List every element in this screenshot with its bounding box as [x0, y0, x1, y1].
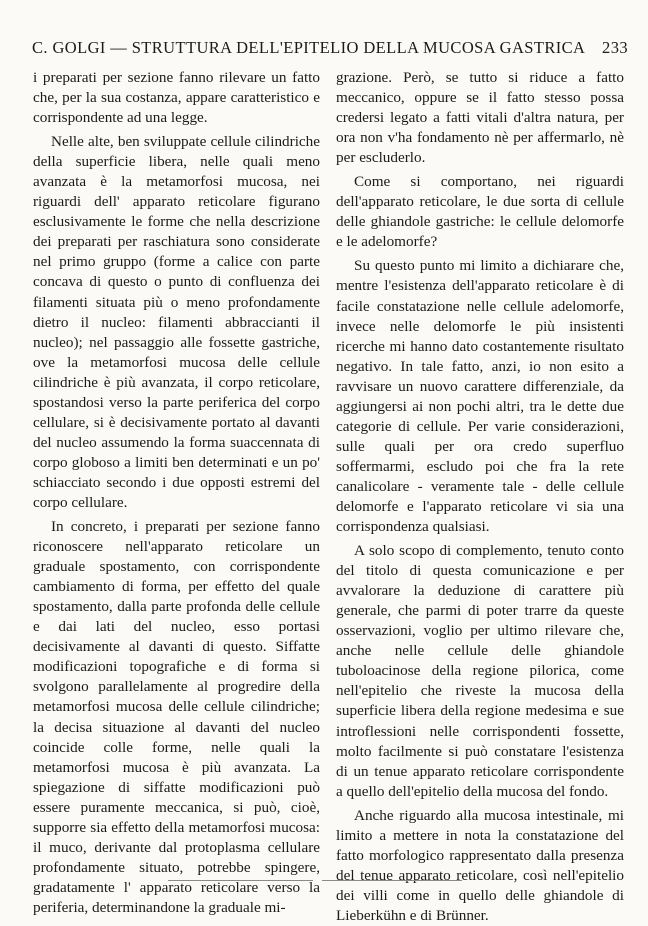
paragraph: i preparati per sezione fanno rilevare un fatto che, per la sua costanza, appare caratteristico e corrispondente ad una legge. [33, 69, 320, 127]
page-number: 233 [602, 38, 628, 57]
left-column [33, 68, 320, 918]
paragraph: Come si comportano, nei riguardi dell'apparato reticolare, le due sorta di cellule delle ghiandole gastriche: le cellule delomorfe e le adelomorfe? [336, 173, 624, 251]
footer-rule [322, 880, 462, 881]
running-title: C. GOLGI — STRUTTURA DELL'EPITELIO DELLA MUCOSA GASTRICA [32, 38, 586, 57]
paragraph: grazione. Però, se tutto si riduce a fatto meccanico, oppure se il fatto stesso possa credersi legato a fatti vitali d'altra natura, per ora non v'ha fondamento nè per affermarlo, nè per escluderlo. [336, 69, 624, 167]
running-header [28, 38, 628, 60]
footer-rule [168, 880, 313, 881]
paragraph: In concreto, i preparati per sezione fanno riconoscere nell'apparato reticolare un graduale spostamento, con corrispondente cambiamento di forma, per effetto del quale spostamento, dalla parte profonda delle cellule e dai lati del nucleo, esso portasi decisivamente al davanti di questo. Siffatte modificazioni topografiche e di forma si svolgono parallelamente al progredire della metamorfosi mucosa delle cellule cilindriche; la decisa situazione al davanti del nucleo coincide colle forme, nelle quali la metamorfosi mucosa è più avanzata. La spiegazione di siffatte modificazioni può essere puramente meccanica, si può, cioè, supporre sia effetto della metamorfosi mucosa: il muco, derivante dal protoplasma cellulare profondamente situato, potrebbe spingere, gradatamente l' apparato reticolare verso la periferia, determinandone la graduale mi- [33, 518, 320, 916]
paragraph: A solo scopo di complemento, tenuto conto del titolo di questa comunicazione e per avvalorare la deduzione di carattere più generale, che parmi di poter trarre da queste osservazioni, voglio per ultimo rilevare che, anche nelle cellule delle ghiandole tuboloacinose della regione pilorica, come nell'epitelio che riveste la mucosa della superficie libera della regione medesima e sue introflessioni nelle corrispondenti fossette, molto facilmente si può constatare l'esistenza di un tenue apparato reticolare corrispondente a quello dell'epitelio della mucosa del fondo. [336, 542, 624, 800]
right-column [336, 68, 624, 926]
paragraph: Su questo punto mi limito a dichiarare che, mentre l'esistenza dell'apparato reticolare è di facile constatazione nelle cellule adelomorfe, invece nelle delomorfe le più insistenti ricerche mi hanno dato costantemente risultato negativo. In tale fatto, anzi, io non esito a ravvisare un nuovo carattere differenziale, da aggiungersi ai non pochi altri, tra le dette due categorie di cellule. Per varie considerazioni, sulle quali per ora credo superfluo soffermarmi, escludo poi che fra la rete canalicolare - veramente tale - delle cellule delomorfe e l'apparato reticolare vi sia una corrispondenza qualsiasi. [336, 257, 624, 536]
paragraph: Nelle alte, ben sviluppate cellule cilindriche della superficie libera, nelle quali meno avanzata è la metamorfosi mucosa, nei riguardi dell' apparato reticolare figurano esclusivamente le forme che nella descrizione dei preparati per raschiatura sono considerate nel primo gruppo (forme a calice con parte concava di questo o punto di confluenza dei filamenti situata più o meno profondamente dietro il nucleo: filamenti abbraccianti il nucleo); nel passaggio alle fossette gastriche, ove la metamorfosi mucosa delle cellule cilindriche è più avanzata, il corpo reticolare, spostandosi verso la parte periferica del corpo cellulare, si è decisivamente portato al davanti del nucleo assumendo la forma suaccennata di corpo globoso a limiti ben determinati e un po' schiacciato secondo i due opposti estremi del corpo cellulare. [33, 133, 320, 511]
paragraph: Anche riguardo alla mucosa intestinale, mi limito a mettere in nota la constatazione del fatto morfologico rappresentato dalla presenza del tenue apparato reticolare, così nell'epitelio dei villi come in quello delle ghiandole di Lieberkühn e di Brünner. [336, 806, 624, 924]
